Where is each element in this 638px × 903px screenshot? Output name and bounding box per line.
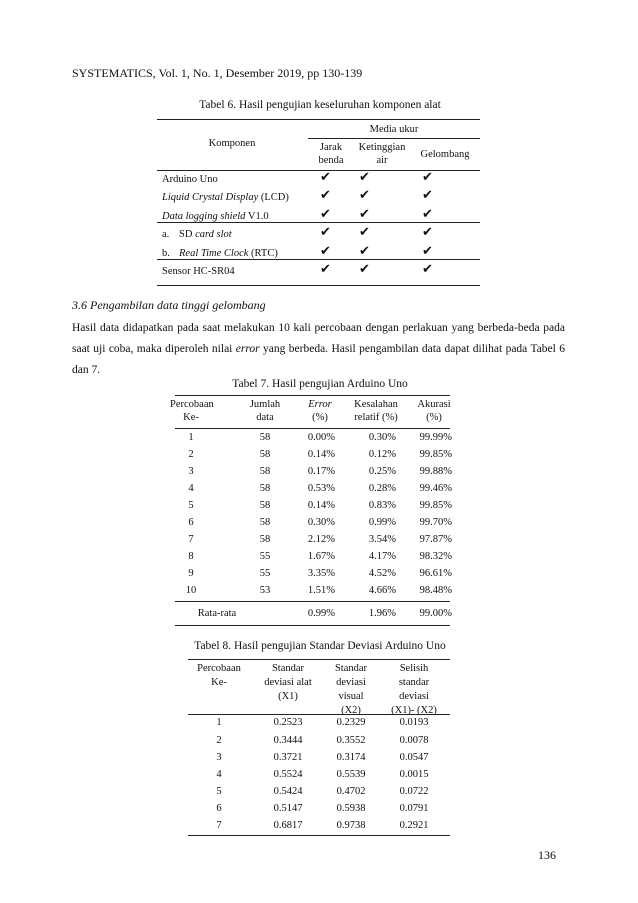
table8-cell: 3 xyxy=(216,752,222,763)
page-number: 136 xyxy=(538,848,556,862)
table6-media-rule xyxy=(308,138,480,139)
table6-row-label xyxy=(162,228,312,241)
table8-cell: 7 xyxy=(216,820,222,831)
table8-cell: 0.2523 xyxy=(273,717,303,728)
table8-cell: 5 xyxy=(216,786,222,797)
checkmark-icon: ✔ xyxy=(320,207,331,222)
table8-cell: 0.4702 xyxy=(336,786,366,797)
table6-row-italic: card slot xyxy=(195,229,232,240)
table6-caption: Tabel 6. Hasil pengujian keseluruhan komponen alat xyxy=(199,99,441,111)
checkmark-icon: ✔ xyxy=(422,225,433,240)
table7-cell: 0.99% xyxy=(368,517,396,528)
table7-header-cell: (%) xyxy=(312,412,328,423)
table8-header-cell: Selisih xyxy=(399,663,429,674)
table7-cell: 97.87% xyxy=(419,534,452,545)
table8-header-cell: Standar xyxy=(271,663,305,674)
table7-cell: 58 xyxy=(259,500,271,511)
table7-cell: 2.12% xyxy=(307,534,335,545)
table8-bottom-rule xyxy=(188,835,450,836)
table7-header-cell: Akurasi xyxy=(417,399,451,410)
checkmark-icon: ✔ xyxy=(320,244,331,259)
table7-cell: 4.17% xyxy=(368,551,396,562)
table7-cell: 3.35% xyxy=(307,568,335,579)
checkmark-icon: ✔ xyxy=(359,188,370,203)
table6-row-italic: Data logging shield xyxy=(162,211,246,222)
checkmark-icon: ✔ xyxy=(422,170,433,185)
table8-cell: 0.2329 xyxy=(336,717,366,728)
running-head: SYSTEMATICS, Vol. 1, No. 1, Desember 2019, pp 130-139 xyxy=(72,66,363,80)
table7-cell: 0.28% xyxy=(368,483,396,494)
table7-cell: 8 xyxy=(188,551,194,562)
table8-top-rule xyxy=(188,659,450,660)
table7-cell: 4 xyxy=(188,483,194,494)
table8-cell: 0.3444 xyxy=(273,735,303,746)
table8-cell: 2 xyxy=(216,735,222,746)
table7-cell: 0.14% xyxy=(307,449,335,460)
table7-cell: 99.88% xyxy=(419,466,452,477)
table7-cell: 55 xyxy=(259,551,271,562)
table7-top-rule xyxy=(175,395,450,396)
table7-header-cell: Ke- xyxy=(183,412,199,423)
table8-header-rule xyxy=(188,714,450,715)
table7-cell: 96.61% xyxy=(419,568,452,579)
table8-cell: 0.5938 xyxy=(336,803,366,814)
table7-cell: 99.46% xyxy=(419,483,452,494)
table8-caption: Tabel 8. Hasil pengujian Standar Deviasi Arduino Uno xyxy=(194,640,446,652)
table8-cell: 0.0547 xyxy=(399,752,429,763)
table7-cell: 0.53% xyxy=(307,483,335,494)
table7-cell: 99.70% xyxy=(419,517,452,528)
table7-footer-label: Rata-rata xyxy=(197,608,237,619)
table8-cell: 0.0722 xyxy=(399,786,429,797)
table8-header-cell: visual xyxy=(338,691,364,702)
table7-cell: 0.17% xyxy=(307,466,335,477)
table8-cell: 0.5147 xyxy=(273,803,303,814)
table7-cell: 98.32% xyxy=(419,551,452,562)
table7-cell: 99.85% xyxy=(419,449,452,460)
table8-cell: 0.3721 xyxy=(273,752,303,763)
table7-header-cell: Error xyxy=(308,399,332,410)
table8-cell: 4 xyxy=(216,769,222,780)
table6-bottom-rule xyxy=(157,285,480,286)
table8-cell: 0.5524 xyxy=(273,769,303,780)
table6-komponen-header: Komponen xyxy=(208,138,256,149)
table8-cell: 0.0015 xyxy=(399,769,429,780)
section-title: 3.6 Pengambilan data tinggi gelombang xyxy=(72,298,266,312)
table8-cell: 0.6817 xyxy=(273,820,303,831)
checkmark-icon: ✔ xyxy=(422,244,433,259)
paragraph-text-2: yang berbeda. Hasil pengambilan data dapat dilihat pada Tabel 6 dan 7. xyxy=(72,343,565,376)
table7-footer-rule xyxy=(175,601,450,602)
table7-cell: 0.14% xyxy=(307,500,335,511)
table8-header-cell: (X2) xyxy=(341,705,361,716)
table7-cell: 0.83% xyxy=(368,500,396,511)
table7-cell: 0.30% xyxy=(307,517,335,528)
table8-cell: 0.2921 xyxy=(399,820,429,831)
checkmark-icon: ✔ xyxy=(359,225,370,240)
table7-cell: 0.30% xyxy=(368,432,396,443)
table6-row-rule xyxy=(157,259,480,260)
table7-cell: 99.85% xyxy=(419,500,452,511)
table7-cell: 9 xyxy=(188,568,194,579)
table8-cell: 0.0078 xyxy=(399,735,429,746)
table8-cell: 0.0193 xyxy=(399,717,429,728)
table7-header-cell: data xyxy=(256,412,274,423)
table7-cell: 1.67% xyxy=(307,551,335,562)
table7-cell: 58 xyxy=(259,466,271,477)
checkmark-icon: ✔ xyxy=(422,207,433,222)
table6-row-italic: Liquid Crystal Display xyxy=(162,192,259,203)
table6-row-prefix: a. xyxy=(162,229,170,240)
table8-header-cell: deviasi alat xyxy=(264,677,312,688)
table7-bottom-rule xyxy=(175,625,450,626)
table6-media-header: Media ukur xyxy=(369,124,419,135)
table7-cell: 1 xyxy=(188,432,194,443)
table7-cell: 0.00% xyxy=(307,432,335,443)
paragraph-error-term: error xyxy=(235,343,260,355)
table8-header-cell: deviasi xyxy=(336,677,366,688)
table8-header-cell: (X1) xyxy=(278,691,298,702)
table7-cell: 58 xyxy=(259,483,271,494)
table6-row-italic: Real Time Clock xyxy=(179,248,249,259)
table7-cell: 4.66% xyxy=(368,585,396,596)
table8-cell: 0.9738 xyxy=(336,820,366,831)
table8-header-cell: (X1)- (X2) xyxy=(391,705,437,716)
table7-footer-cell: 99.00% xyxy=(419,608,452,619)
table7-cell: 53 xyxy=(259,585,271,596)
table8-header-cell: standar xyxy=(398,677,430,688)
table7-cell: 3.54% xyxy=(368,534,396,545)
table6-col-jarak: Jarak benda xyxy=(318,142,344,166)
table7-caption: Tabel 7. Hasil pengujian Arduino Uno xyxy=(232,378,408,390)
table7-cell: 55 xyxy=(259,568,271,579)
checkmark-icon: ✔ xyxy=(320,188,331,203)
table7-cell: 5 xyxy=(188,500,194,511)
checkmark-icon: ✔ xyxy=(320,262,331,277)
table6-row-label xyxy=(162,265,312,278)
table7-cell: 10 xyxy=(185,585,197,596)
table7-footer-cell: 0.99% xyxy=(307,608,335,619)
table8-cell: 0.3174 xyxy=(336,752,366,763)
table7-cell: 98.48% xyxy=(419,585,452,596)
table6-row-prefix: b. xyxy=(162,248,170,259)
table8-cell: 0.5424 xyxy=(273,786,303,797)
table6-row-text: SD xyxy=(179,229,196,240)
table7-cell: 58 xyxy=(259,449,271,460)
table7-header-cell: (%) xyxy=(426,412,442,423)
table7-cell: 58 xyxy=(259,432,271,443)
checkmark-icon: ✔ xyxy=(320,225,331,240)
table8-cell: 0.0791 xyxy=(399,803,429,814)
table7-header-cell: Percobaan xyxy=(170,399,214,410)
checkmark-icon: ✔ xyxy=(320,170,331,185)
table7-cell: 7 xyxy=(188,534,194,545)
table7-cell: 0.12% xyxy=(368,449,396,460)
table7-cell: 0.25% xyxy=(368,466,396,477)
table8-cell: 6 xyxy=(216,803,222,814)
table8-cell: 0.3552 xyxy=(336,735,366,746)
table7-header-rule xyxy=(175,428,450,429)
table7-header-cell: relatif (%) xyxy=(354,412,398,423)
table6-row-text: Arduino Uno xyxy=(162,174,218,185)
checkmark-icon: ✔ xyxy=(359,262,370,277)
table8-header-cell: Standar xyxy=(334,663,368,674)
table6-row-text: Sensor HC-SR04 xyxy=(162,266,235,277)
table8-header-cell: Percobaan xyxy=(197,663,241,674)
table7-cell: 3 xyxy=(188,466,194,477)
table6-row-rule xyxy=(157,222,480,223)
table8-header-cell: Ke- xyxy=(211,677,227,688)
table6-row-suffix: (LCD) xyxy=(258,192,289,203)
table8-cell: 1 xyxy=(216,717,222,728)
table6-top-rule xyxy=(157,119,480,120)
table8-cell: 0.5539 xyxy=(336,769,366,780)
table7-footer-cell: 1.96% xyxy=(368,608,396,619)
table6-col-gelombang: Gelombang xyxy=(420,149,470,160)
table8-header-cell: deviasi xyxy=(399,691,429,702)
section-paragraph xyxy=(72,318,565,381)
table7-cell: 4.52% xyxy=(368,568,396,579)
table6-row-label xyxy=(162,173,312,186)
checkmark-icon: ✔ xyxy=(359,207,370,222)
checkmark-icon: ✔ xyxy=(359,244,370,259)
table7-cell: 99.99% xyxy=(419,432,452,443)
table7-cell: 2 xyxy=(188,449,194,460)
table6-col-ketinggian: Ketinggian air xyxy=(358,142,406,166)
checkmark-icon: ✔ xyxy=(359,170,370,185)
checkmark-icon: ✔ xyxy=(422,188,433,203)
table7-header-cell: Jumlah xyxy=(249,399,281,410)
table6-row-suffix: (RTC) xyxy=(248,248,278,259)
table6-row-label xyxy=(162,191,312,204)
table6-row-suffix: V1.0 xyxy=(245,211,269,222)
paragraph-text-1: Hasil data didapatkan pada saat melakukan 10 kali percobaan dengan perlakuan yang berbeda-beda pada saat uji coba, maka diperoleh nilai xyxy=(72,322,565,355)
table7-cell: 58 xyxy=(259,534,271,545)
table7-cell: 6 xyxy=(188,517,194,528)
table7-cell: 1.51% xyxy=(307,585,335,596)
checkmark-icon: ✔ xyxy=(422,262,433,277)
table7-cell: 58 xyxy=(259,517,271,528)
table7-header-cell: Kesalahan xyxy=(354,399,398,410)
